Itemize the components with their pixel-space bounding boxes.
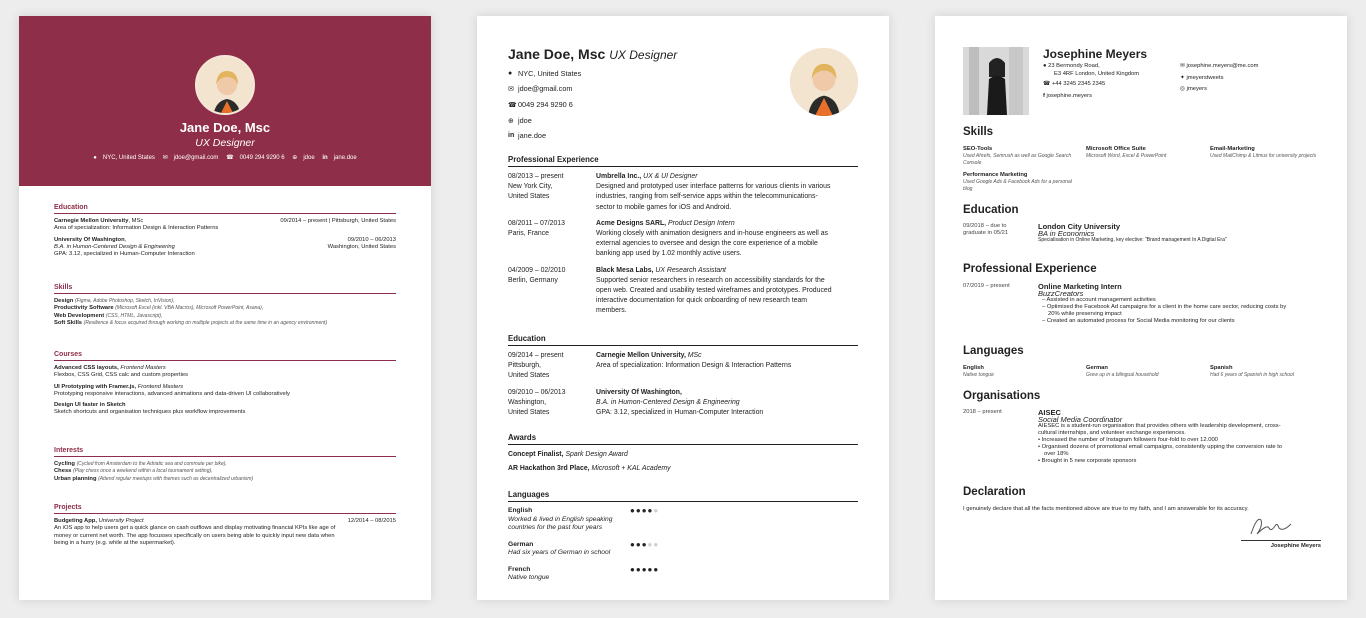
project-name: Budgeting App, [54,518,97,524]
contact-location [508,69,581,78]
location-icon: ● [508,70,513,77]
section-heading: Education [508,334,858,346]
level-dot-filled: ● [635,564,642,574]
phone-text: 0049 294 9290 6 [518,100,573,109]
bullet: Assisted in account management activities [1046,297,1156,303]
course-desc: Flexbox, CSS Grid, CSS calc and custom properties [54,372,189,379]
email-link[interactable]: jdoe@gmail.com [518,84,573,93]
candidate-name: Jane Doe, Msc [179,120,271,135]
skill-item [963,146,1075,167]
bullet: Created an automated process for Social Media monitoring for our clients [1046,318,1235,324]
interest-name: Urban planning [54,475,97,482]
bullet: 20% while preserving impact [1048,311,1122,317]
course-org: Frontend Masters [120,365,166,371]
skill-name: SEO-Tools [963,146,993,152]
place: United States [508,193,550,201]
award-org: Spark Design Award [565,451,628,458]
section-heading: Professional Experience [508,155,858,167]
dates: 09/2010 – 06/2013 [508,388,566,396]
level-dot-filled: ● [653,564,660,574]
profile-photo [195,55,255,115]
place: Pittsburgh, [508,362,541,370]
address-line: 23 Bermondy Road, [1048,63,1100,69]
place: United States [508,372,550,380]
education-entry [508,388,858,419]
interests-section [54,447,396,483]
skill-desc: Used Google Ads & Facebook Ads for a personal blog [963,179,1072,192]
resume-modern [935,16,1347,600]
signer-name: Josephine Meyers [1270,543,1321,549]
course-name: UI Prototyping with Framer.js, [54,383,137,390]
section-heading: Organisations [963,390,1041,402]
desc: Supported senior researchers in research on accessibility standards for the [596,276,825,284]
email-link[interactable]: jdoe@gmail.com [173,155,219,161]
interest-detail: (Play chess once a weekend within a local tournament setting), [73,468,213,475]
linkedin-icon: in [322,155,328,161]
contact-email [508,84,572,93]
website-link[interactable]: jdoe [518,116,532,125]
place: New York City, [508,183,553,191]
desc: external agencies to oversee and design the core experience of a mobile [596,240,818,248]
project-desc: being in a hurry (e.g. while at the supermarket). [54,539,176,546]
level-dot-filled: ● [647,564,654,574]
desc: Working closely with animation designers and in-house engineers as well as [596,230,828,238]
facebook-link[interactable]: josephine.meyers [1046,92,1092,99]
dates: 09/2014 – present [508,352,564,359]
skills-section [54,284,396,327]
role: UX Research Assistant [655,266,726,274]
website-icon: ⊕ [292,155,298,161]
skill-desc: Used MailChimp & Litmus for university projects [1210,153,1317,159]
level-dot-filled: ● [630,564,636,574]
section-heading: Declaration [963,486,1026,498]
section-heading: Courses [54,351,396,361]
education-detail: GPA: 3.12, specialized in Human-Computer Interaction [54,251,195,258]
language-item [1086,365,1201,379]
skill-name: Soft Skills [54,319,83,326]
level-dot-filled: ● [630,539,636,549]
desc: members. [596,307,627,315]
school-name: University Of Washington [54,236,125,243]
skill-name: Microsoft Office Suite [1086,146,1146,152]
phone-icon: ☎ [1043,81,1052,87]
desc: banking app used by 1.02 monthly active users. [596,250,742,258]
declaration-text: I genuinely declare that all the facts mentioned above are true to my faith, and I am answerable for its accuracy. [963,506,1249,512]
resume-classic [477,16,889,600]
experience-section [508,155,858,323]
experience-entry [508,219,858,260]
company: Black Mesa Labs, [596,266,654,274]
experience-entry [508,172,858,213]
language-item [963,365,1078,379]
candidate-title: UX Designer [609,48,678,62]
website-icon: ⊕ [508,117,514,125]
bullet: Optimised the Facebook Ad campaigns for a client in the home care sector, reducing costs by [1046,304,1287,310]
org-desc: AIESEC is a student-run organisation that provides others with leadership development, cross- [1038,423,1281,429]
phone-icon: ☎ [226,155,234,161]
education-entry [508,351,858,382]
school-name: London City University [1038,222,1121,231]
company: Umbrella Inc., [596,173,642,180]
resume-header [19,16,431,186]
skill-name: Design [54,298,74,304]
email-icon: ✉ [508,85,514,93]
course-org: Frontend Masters [137,383,184,390]
award-name: AR Hackathon 3rd Place, [508,465,590,473]
phone-text: 0049 294 9290 6 [239,155,285,161]
degree: MSc [687,352,702,359]
place: Paris, France [508,230,549,238]
candidate-title: UX Designer [195,137,255,149]
language-desc: Native tongue [508,574,550,581]
degree: , [124,236,127,243]
profile-photo [790,48,858,116]
section-heading: Projects [54,504,396,514]
facebook-icon: f [1043,92,1047,99]
interest-name: Cycling [54,461,75,467]
place: Berlin, Germany [508,276,558,284]
school-name: Carnegie Mellon University, [596,352,686,359]
language-name: French [508,565,531,573]
candidate-name-block [508,46,677,62]
email-link[interactable]: josephine.meyers@me.com [1186,63,1259,69]
interest-detail: (Attend regular meetups with themes such as decentralized urbanism) [98,475,254,482]
location-icon: ● [1043,63,1049,69]
dates: 07/2019 – present [963,283,1010,289]
contact-phone [508,100,573,109]
award-name: Concept Finalist, [508,451,564,458]
award-item [508,464,858,474]
skill-detail: (Microsoft Excel (inkl. VBA Macros), Microsoft PowerPoint, Asana), [115,305,264,312]
org-name: AISEC [1038,408,1061,417]
skill-item [1210,146,1322,160]
language-desc: Grew up in a bilingual household [1086,372,1159,378]
education-desc: Specialisation in Online Marketing, key elective: "Brand management In A Digital Era" [1038,237,1227,243]
signature-image [1247,514,1297,540]
award-org: Microsoft + KAL Academy [591,465,671,473]
language-desc: Native tongue [963,372,994,378]
section-heading: Education [54,204,396,214]
education-section [54,204,396,258]
section-heading: Skills [963,126,994,138]
section-heading: Languages [963,345,1024,357]
email-icon: ✉ [162,155,168,161]
interest-name: Chess [54,468,72,475]
dates: 2018 – present [963,409,1002,415]
course-name: Design UI faster in Sketch [54,402,126,409]
course-desc: Prototyping responsive interactions, advanced animations and data-driven UI collaboratively [54,390,290,397]
language-name: Spanish [1210,365,1233,371]
dates: 08/2011 – 07/2013 [508,219,565,227]
level-dot-filled: ● [641,506,648,515]
role: Online Marketing Intern [1038,282,1122,291]
org-desc: over 18% [1044,451,1069,457]
education-section [508,334,858,424]
online-contacts [1180,63,1258,94]
language-level [630,507,659,533]
contact-linkedin [508,131,546,140]
language-item [508,541,698,558]
linkedin-link[interactable]: jane.doe [333,155,357,161]
awards-section [508,433,858,480]
education-detail: B.A. in Humon-Centered Design & Engineering [54,243,175,250]
linkedin-link[interactable]: jane.doe [518,131,546,140]
contact-website [508,116,532,125]
phone-icon: ☎ [508,101,517,109]
phone-text: +44 3245 2345 2345 [1051,81,1106,87]
language-desc: Had six years of German in school [508,549,611,556]
org-desc: • Organised dozens of promotional email campaigns, consistently upping the conversion rate to [1038,444,1283,450]
level-dot-filled: ● [647,506,654,515]
dates: 09/2018 – due to [963,223,1007,229]
dates: graduate in 05/21 [963,230,1009,236]
school-name: Carnegie Mellon University [54,218,129,224]
school-name: University Of Washington, [596,388,682,396]
skill-name: Productivity Software [54,305,114,312]
desc: GPA: 3.12, specialized in Human-Computer Interaction [596,409,764,417]
org-desc: • Increased the number of Instagram followers four-fold to over 12.000 [1038,437,1218,443]
resume-crimson [19,16,431,600]
project-desc: An iOS app to help users get a quick glance on cash outflows and display motivating financial KPIs like age of [54,525,336,532]
level-dot-filled: ● [635,506,642,515]
language-name: German [1086,365,1108,371]
language-level [630,566,659,583]
skill-name: Web Development [54,312,105,319]
desc: B.A. in Humon-Centered Design & Engineering [596,398,740,406]
desc: Area of specialization: Information Design & Interaction Patterns [596,362,792,370]
dates: 09/2010 – 06/2013 [347,236,396,243]
languages-section [508,490,858,591]
dates: 08/2013 – present [508,173,564,180]
organisation-entry [963,409,1313,465]
desc: industries, ranging from self-service apps within the telecommunications- [596,193,818,201]
language-desc: Worked & lived in English speaking countries for the past four years [508,515,613,531]
desc: open web. Created and usability tested wireframes and prototypes. Produced [596,287,832,295]
role: Product Design Intern [668,219,735,227]
level-dot-filled: ● [641,539,648,549]
role: UX & UI Designer [643,173,698,180]
interest-detail: (Cycled from Amsterdam to the Adriatic sea and commute per bike), [76,461,227,467]
email-icon: ✉ [1180,63,1187,69]
projects-section [54,504,396,547]
dates: 04/2009 – 02/2010 [508,266,566,274]
language-level [630,541,659,558]
language-item [508,566,698,583]
education-entry [963,223,1313,244]
address-block [1043,63,1139,100]
course-desc: Sketch shortcuts and organisation techniques plus workflow improvements [54,409,246,416]
skill-name: Email-Marketing [1210,146,1255,152]
signature-line [1241,540,1321,541]
section-heading: Professional Experience [963,263,1097,275]
level-dot-filled: ● [635,539,642,549]
courses-section [54,351,396,417]
skill-detail: (Figma, Adobe Photoshop, Sketch, InVision), [74,298,175,304]
profile-photo [963,47,1029,115]
skill-item [963,172,1075,193]
desc: interactive documentation for quick onboarding of new research team [596,297,808,305]
education-detail: Area of specialization: Information Design & Interaction Patterns [54,225,219,232]
candidate-name: Josephine Meyers [1043,47,1148,61]
level-dot-empty: ● [653,539,660,549]
section-heading: Skills [54,284,396,294]
experience-entry [508,266,858,317]
skill-detail: (Resilience & focus acquired through working on multiple projects at the same time in an agency environment) [83,319,328,326]
linkedin-icon: in [508,132,515,139]
experience-entry: 07/2019 – present Online Marketing Intern BuzzCreators – Assisted in account management activities – Optimised the Facebook Ad campaigns for a client in the home care sector, reducing costs by 20% while preserving impact – Created an automated process for Social Media monitoring for our clients [963,283,1313,325]
instagram-link[interactable]: jmeyers [1186,86,1207,92]
dates: 09/2014 – present | Pittsburgh, United States [280,218,396,224]
desc: sector to mobile games for iOS and Android. [596,203,732,211]
language-item [1210,365,1335,379]
website-link[interactable]: jdoe [303,155,315,161]
org-role: Social Media Coordinator [1038,415,1123,424]
twitter-link[interactable]: jmeyerstweets [1186,74,1224,81]
skill-desc: Used Ahrefs, Semrush as well as Google Search Console [963,153,1072,166]
degree: BA in Economics [1038,229,1095,238]
skill-name: Performance Marketing [963,172,1028,178]
location-icon: ● [93,155,97,161]
skill-detail: (CSS, HTML, Javascript), [105,312,163,319]
section-heading: Awards [508,433,858,445]
section-heading: Education [963,204,1019,216]
language-item [508,507,698,533]
location-text: Washington, United States [327,243,396,250]
language-desc: Had 6 years of Spanish in high school [1210,372,1294,378]
location-text: NYC, United States [518,69,582,78]
org-desc: • Brought in 5 new corporate sponsors [1038,458,1137,464]
place: Washington, [508,398,547,406]
project-org: University Project [98,518,144,524]
level-dot-filled: ● [641,564,648,574]
language-name: English [963,365,984,371]
award-item [508,450,858,460]
company: BuzzCreators [1038,289,1084,298]
language-name: German [508,540,534,548]
instagram-icon: ◎ [1180,86,1187,92]
contact-bar [19,154,431,161]
skill-item [1086,146,1198,160]
address-line: E3 4RF London, United Kingdom [1054,70,1140,77]
course-name: Advanced CSS layouts, [54,365,119,371]
section-heading: Languages [508,490,858,502]
location-text: NYC, United States [102,155,155,161]
org-desc: cultural internships, and volunteer exchange experiences. [1038,430,1186,436]
language-name: English [508,507,533,514]
candidate-name: Jane Doe, Msc [508,46,606,62]
dates: 12/2014 – 08/2015 [347,518,396,524]
level-dot-empty: ● [647,539,654,549]
company: Acme Designs SARL, [596,219,667,227]
project-desc: money or current net worth. The app focusses specifically on users being able to quickly input new data when [54,532,335,539]
section-heading: Interests [54,447,396,457]
skill-desc: Microsoft Word, Excel & PowerPoint [1086,153,1167,159]
level-dot-empty: ● [653,506,660,515]
degree: , MSc [128,218,144,224]
level-dot-filled: ● [630,506,636,515]
twitter-icon: ✦ [1180,74,1187,81]
desc: Designed and prototyped user interface patterns for various clients in various [596,183,831,191]
place: United States [508,409,550,417]
